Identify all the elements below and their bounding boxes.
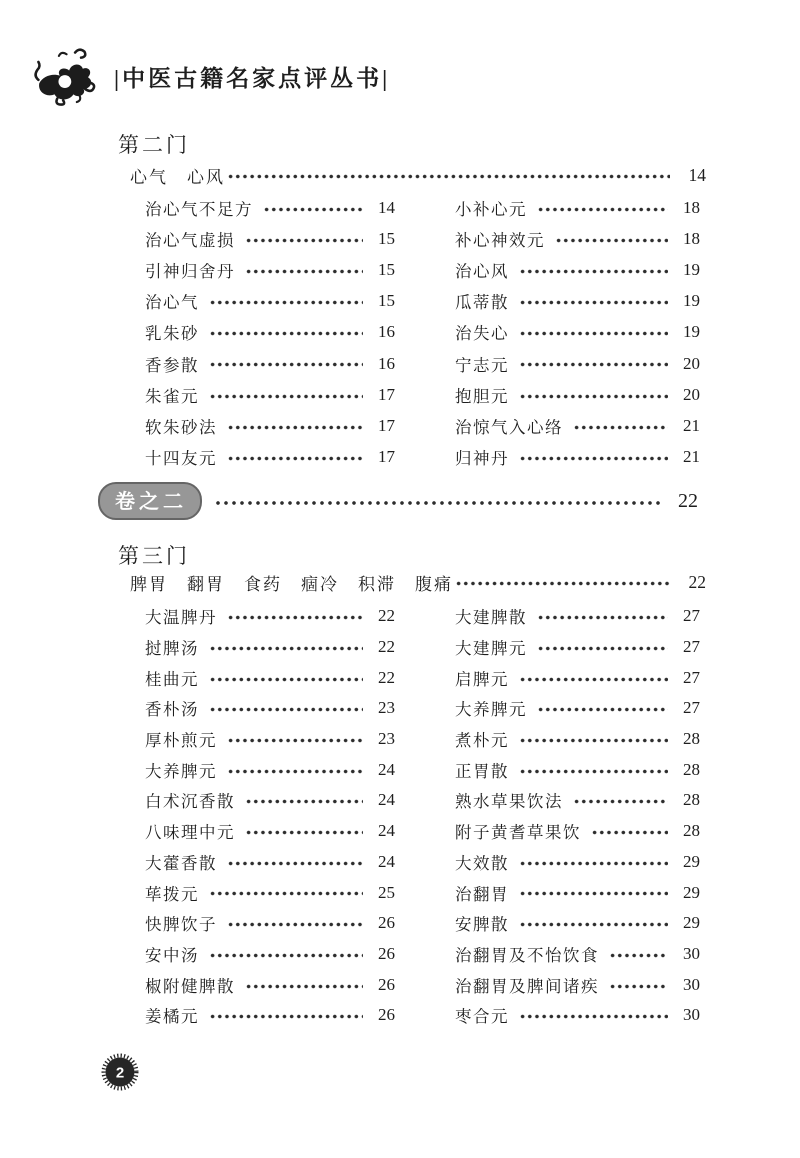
dot-leader bbox=[209, 948, 363, 962]
toc-entry bbox=[145, 632, 395, 663]
page-ref: 20 bbox=[683, 384, 700, 404]
volume-2-row bbox=[98, 482, 698, 520]
toc-entry bbox=[455, 693, 700, 724]
toc-entry bbox=[455, 632, 700, 663]
page-ref: 14 bbox=[378, 197, 395, 217]
section-2-entries bbox=[145, 192, 700, 473]
toc-entry bbox=[455, 847, 700, 878]
dot-leader bbox=[209, 703, 363, 717]
toc-entry bbox=[145, 969, 395, 1000]
entry-title: 挝脾汤 bbox=[145, 639, 199, 659]
page-ref: 14 bbox=[688, 164, 706, 185]
page-number-seal bbox=[100, 1052, 140, 1092]
dot-leader bbox=[519, 358, 668, 372]
page-ref: 24 bbox=[378, 851, 395, 871]
page-ref: 18 bbox=[683, 228, 700, 248]
dot-leader bbox=[573, 420, 668, 434]
toc-entry bbox=[455, 348, 700, 379]
entry-title: 桂曲元 bbox=[145, 669, 199, 689]
page-header bbox=[30, 44, 390, 108]
toc-entry bbox=[455, 939, 700, 970]
dot-leader bbox=[519, 452, 668, 466]
page-ref: 22 bbox=[378, 667, 395, 687]
dot-leader bbox=[245, 826, 363, 840]
toc-entry bbox=[455, 877, 700, 908]
entry-title: 八味理中元 bbox=[145, 823, 235, 843]
toc-entry bbox=[145, 847, 395, 878]
toc-entry bbox=[145, 317, 395, 348]
toc-entry bbox=[455, 192, 700, 223]
page-ref: 24 bbox=[378, 759, 395, 779]
entry-title: 治心气 bbox=[145, 293, 199, 313]
dot-leader bbox=[519, 389, 668, 403]
page-ref: 29 bbox=[683, 882, 700, 902]
page-ref: 15 bbox=[378, 259, 395, 279]
footer-page-number: 2 bbox=[115, 1064, 125, 1082]
page-ref: 15 bbox=[378, 228, 395, 248]
dot-leader bbox=[519, 764, 668, 778]
toc-entry bbox=[145, 724, 395, 755]
toc-entry bbox=[145, 192, 395, 223]
entry-title: 启脾元 bbox=[455, 669, 509, 689]
page-ref: 17 bbox=[378, 447, 395, 467]
page-ref: 26 bbox=[378, 913, 395, 933]
page-ref: 21 bbox=[683, 447, 700, 467]
entry-title: 快脾饮子 bbox=[145, 915, 217, 935]
section-3-summary-row bbox=[130, 569, 706, 595]
toc-entry bbox=[455, 785, 700, 816]
page-ref: 21 bbox=[683, 415, 700, 435]
dot-leader bbox=[227, 918, 363, 932]
dot-leader bbox=[537, 611, 668, 625]
page-ref: 28 bbox=[683, 821, 700, 841]
entry-title: 白术沉香散 bbox=[145, 792, 235, 812]
toc-entry bbox=[455, 1000, 700, 1031]
section-3-title: 第三门 bbox=[118, 544, 190, 568]
toc-entry bbox=[145, 223, 395, 254]
series-title: |中医古籍名家点评丛书| bbox=[114, 65, 391, 91]
dot-leader bbox=[519, 672, 668, 686]
toc-entry bbox=[145, 693, 395, 724]
page-ref: 24 bbox=[378, 790, 395, 810]
entry-title: 附子黄耆草果饮 bbox=[455, 823, 581, 843]
page-ref: 28 bbox=[683, 759, 700, 779]
dot-leader bbox=[245, 264, 363, 278]
toc-entry bbox=[455, 754, 700, 785]
section-3-left-column bbox=[145, 601, 395, 1031]
dot-leader bbox=[519, 887, 668, 901]
dot-leader bbox=[519, 296, 668, 310]
section-2-right-column bbox=[455, 192, 700, 473]
page-ref: 28 bbox=[683, 790, 700, 810]
entry-title: 大养脾元 bbox=[455, 700, 527, 720]
dot-leader bbox=[519, 918, 668, 932]
toc-entry bbox=[145, 601, 395, 632]
dot-leader bbox=[214, 495, 660, 511]
dot-leader bbox=[227, 611, 363, 625]
toc-entry bbox=[455, 410, 700, 441]
dot-leader bbox=[519, 264, 668, 278]
page-ref: 24 bbox=[378, 821, 395, 841]
dot-leader bbox=[263, 202, 363, 216]
toc-entry bbox=[145, 662, 395, 693]
entry-title: 治心气虚损 bbox=[145, 230, 235, 250]
toc-entry bbox=[145, 410, 395, 441]
entry-title: 朱雀元 bbox=[145, 386, 199, 406]
dot-leader bbox=[537, 642, 668, 656]
dot-leader bbox=[519, 856, 668, 870]
section-2-summary-label: 心气 心风 bbox=[130, 167, 225, 187]
entry-title: 治翻胃 bbox=[455, 884, 509, 904]
dot-leader bbox=[209, 1010, 363, 1024]
page-ref: 27 bbox=[683, 667, 700, 687]
page-ref: 15 bbox=[378, 291, 395, 311]
entry-title: 厚朴煎元 bbox=[145, 731, 217, 751]
page-ref: 16 bbox=[378, 353, 395, 373]
toc-entry bbox=[455, 286, 700, 317]
dot-leader bbox=[245, 795, 363, 809]
toc-entry bbox=[455, 969, 700, 1000]
entry-title: 治翻胃及脾间诸疾 bbox=[455, 976, 599, 996]
entry-title: 大建脾散 bbox=[455, 608, 527, 628]
page-ref: 22 bbox=[378, 606, 395, 626]
toc-entry bbox=[455, 379, 700, 410]
dot-leader bbox=[519, 327, 668, 341]
dot-leader bbox=[537, 703, 668, 717]
toc-entry bbox=[145, 1000, 395, 1031]
entry-title: 瓜蒂散 bbox=[455, 293, 509, 313]
entry-title: 归神丹 bbox=[455, 449, 509, 469]
page-ref: 25 bbox=[378, 882, 395, 902]
toc-entry bbox=[455, 601, 700, 632]
entry-title: 大养脾元 bbox=[145, 761, 217, 781]
entry-title: 大效散 bbox=[455, 853, 509, 873]
page-ref: 27 bbox=[683, 606, 700, 626]
dot-leader bbox=[555, 233, 668, 247]
dot-leader bbox=[519, 1010, 668, 1024]
dot-leader bbox=[455, 577, 670, 591]
toc-entry bbox=[145, 877, 395, 908]
toc-entry bbox=[455, 442, 700, 473]
page-ref: 22 bbox=[678, 489, 698, 512]
dot-leader bbox=[537, 202, 668, 216]
section-2-left-column bbox=[145, 192, 395, 473]
page-ref: 19 bbox=[683, 291, 700, 311]
dot-leader bbox=[209, 672, 363, 686]
dot-leader bbox=[209, 389, 363, 403]
dot-leader bbox=[227, 420, 363, 434]
dot-leader bbox=[209, 327, 363, 341]
dragon-seal-icon bbox=[30, 44, 104, 108]
toc-entry bbox=[145, 254, 395, 285]
dot-leader bbox=[519, 734, 668, 748]
page-ref: 26 bbox=[378, 974, 395, 994]
page-ref: 30 bbox=[683, 1005, 700, 1025]
entry-title: 荜拨元 bbox=[145, 884, 199, 904]
toc-entry bbox=[145, 754, 395, 785]
entry-title: 姜橘元 bbox=[145, 1007, 199, 1027]
page-ref: 22 bbox=[688, 571, 706, 592]
dot-leader bbox=[573, 795, 668, 809]
section-3-entries bbox=[145, 601, 700, 1031]
page-ref: 30 bbox=[683, 974, 700, 994]
dot-leader bbox=[245, 979, 363, 993]
section-2-summary-row bbox=[130, 162, 706, 188]
toc-entry bbox=[455, 662, 700, 693]
entry-title: 治心气不足方 bbox=[145, 199, 253, 219]
entry-title: 软朱砂法 bbox=[145, 417, 217, 437]
page-ref: 26 bbox=[378, 1005, 395, 1025]
entry-title: 香朴汤 bbox=[145, 700, 199, 720]
page-ref: 28 bbox=[683, 729, 700, 749]
entry-title: 小补心元 bbox=[455, 199, 527, 219]
dot-leader bbox=[609, 948, 668, 962]
volume-badge: 卷之二 bbox=[98, 482, 202, 520]
dot-leader bbox=[209, 358, 363, 372]
section-3-right-column bbox=[455, 601, 700, 1031]
entry-title: 治惊气入心络 bbox=[455, 417, 563, 437]
dot-leader bbox=[227, 856, 363, 870]
entry-title: 煮朴元 bbox=[455, 731, 509, 751]
toc-entry bbox=[455, 317, 700, 348]
page-ref: 26 bbox=[378, 943, 395, 963]
toc-entry bbox=[145, 442, 395, 473]
entry-title: 大温脾丹 bbox=[145, 608, 217, 628]
entry-title: 治心风 bbox=[455, 261, 509, 281]
page-ref: 27 bbox=[683, 698, 700, 718]
section-2-title: 第二门 bbox=[118, 133, 190, 157]
entry-title: 抱胆元 bbox=[455, 386, 509, 406]
dot-leader bbox=[609, 979, 668, 993]
toc-entry bbox=[145, 908, 395, 939]
toc-entry bbox=[455, 816, 700, 847]
entry-title: 治失心 bbox=[455, 324, 509, 344]
dot-leader bbox=[227, 734, 363, 748]
toc-entry bbox=[145, 348, 395, 379]
toc-entry bbox=[455, 724, 700, 755]
dot-leader bbox=[245, 233, 363, 247]
section-3-summary-label: 脾胃 翻胃 食药 痼冷 积滞 腹痛 bbox=[130, 574, 453, 594]
entry-title: 椒附健脾散 bbox=[145, 976, 235, 996]
page-ref: 27 bbox=[683, 637, 700, 657]
page-ref: 22 bbox=[378, 637, 395, 657]
toc-entry bbox=[455, 254, 700, 285]
entry-title: 乳朱砂 bbox=[145, 324, 199, 344]
toc-entry bbox=[145, 286, 395, 317]
dot-leader bbox=[209, 296, 363, 310]
entry-title: 宁志元 bbox=[455, 355, 509, 375]
entry-title: 香参散 bbox=[145, 355, 199, 375]
page-ref: 19 bbox=[683, 322, 700, 342]
entry-title: 枣合元 bbox=[455, 1007, 509, 1027]
dot-leader bbox=[209, 887, 363, 901]
toc-entry bbox=[455, 223, 700, 254]
dot-leader bbox=[227, 452, 363, 466]
page-ref: 29 bbox=[683, 913, 700, 933]
page-ref: 19 bbox=[683, 259, 700, 279]
page-ref: 16 bbox=[378, 322, 395, 342]
page-ref: 20 bbox=[683, 353, 700, 373]
page-ref: 30 bbox=[683, 943, 700, 963]
entry-title: 治翻胃及不怡饮食 bbox=[455, 945, 599, 965]
toc-entry bbox=[455, 908, 700, 939]
entry-title: 安中汤 bbox=[145, 945, 199, 965]
entry-title: 正胃散 bbox=[455, 761, 509, 781]
entry-title: 补心神效元 bbox=[455, 230, 545, 250]
toc-entry bbox=[145, 379, 395, 410]
toc-entry bbox=[145, 816, 395, 847]
entry-title: 安脾散 bbox=[455, 915, 509, 935]
page-ref: 18 bbox=[683, 197, 700, 217]
page-ref: 17 bbox=[378, 415, 395, 435]
dot-leader bbox=[227, 764, 363, 778]
toc-entry bbox=[145, 785, 395, 816]
dot-leader bbox=[591, 826, 668, 840]
entry-title: 十四友元 bbox=[145, 449, 217, 469]
page-ref: 23 bbox=[378, 698, 395, 718]
page-ref: 29 bbox=[683, 851, 700, 871]
dot-leader bbox=[227, 170, 670, 184]
entry-title: 大藿香散 bbox=[145, 853, 217, 873]
entry-title: 大建脾元 bbox=[455, 639, 527, 659]
page-ref: 23 bbox=[378, 729, 395, 749]
page-ref: 17 bbox=[378, 384, 395, 404]
entry-title: 熟水草果饮法 bbox=[455, 792, 563, 812]
dot-leader bbox=[209, 642, 363, 656]
entry-title: 引神归舍丹 bbox=[145, 261, 235, 281]
toc-entry bbox=[145, 939, 395, 970]
